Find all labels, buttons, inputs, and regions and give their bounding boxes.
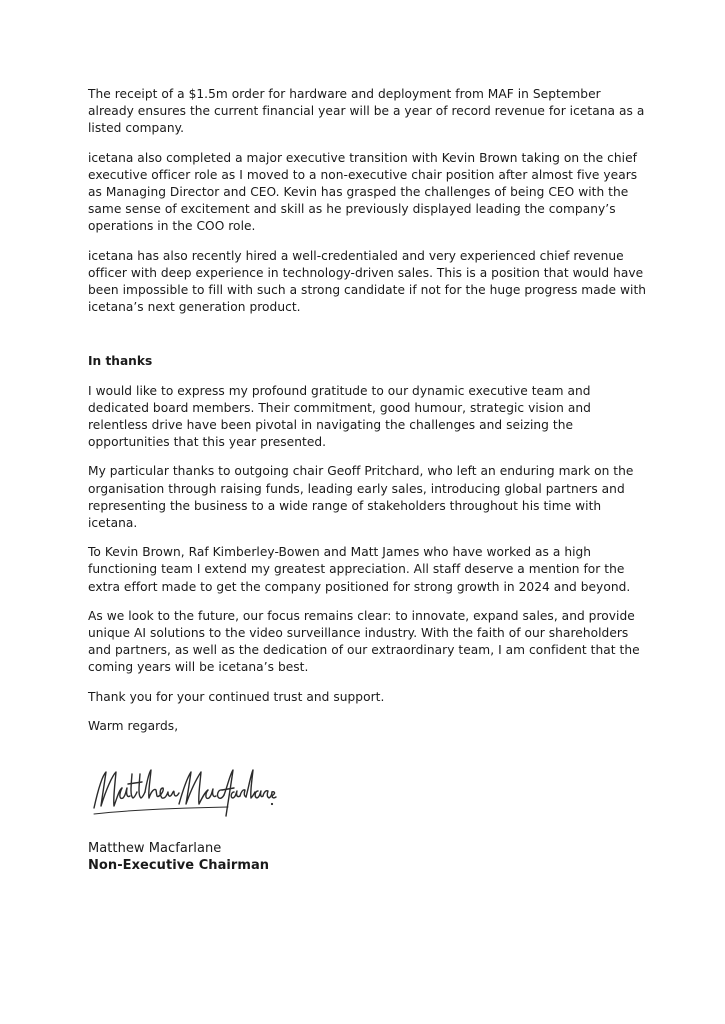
section-spacer — [88, 328, 648, 353]
signatory-title: Non-Executive Chairman — [88, 858, 270, 873]
paragraph-thanks-executives: To Kevin Brown, Raf Kimberley-Bowen and Matt James who have worked as a high functioning team I extend my greatest appreciation. All staff deserve a mention for the extra effort made to get the company positioned for strong growth in 2024 and beyond. — [88, 545, 631, 594]
paragraph-chief-revenue-officer: icetana has also recently hired a well-credentialed and very experienced chief revenue officer with deep experience in technology-driven sales. This is a position that would have been impossible to fill with such a strong candidate if not for the huge progress made with icetana’s next generation product. — [88, 248, 647, 315]
paragraph-executive-transition: icetana also completed a major executive transition with Kevin Brown taking on the chief executive officer role as I moved to a non-executive chair position after almost five years as Managing Director and CEO. Kevin has grasped the challenges of being CEO with the same sense of excitement and skill as he previously displayed leading the company’s operations in the COO role. — [88, 150, 638, 234]
section-heading-in-thanks: In thanks — [88, 354, 153, 369]
paragraph-maf-order: The receipt of a $1.5m order for hardware and deployment from MAF in September already ensures the current financial year will be a year of record revenue for icetana as a listed company. — [88, 87, 645, 136]
paragraph-thank-you: Thank you for your continued trust and support. — [88, 689, 385, 704]
signatory-name: Matthew Macfarlane — [88, 841, 222, 856]
letter-body — [88, 86, 648, 747]
handwritten-signature — [88, 760, 278, 830]
paragraph-gratitude-team: I would like to express my profound gratitude to our dynamic executive team and dedicated board members. Their commitment, good humour, strategic vision and relentless drive have been pivotal in navigating the challenges and seizing the opportunities that this year presented. — [88, 383, 591, 450]
paragraph-thanks-outgoing-chair: My particular thanks to outgoing chair Geoff Pritchard, who left an enduring mark on the organisation through raising funds, leading early sales, introducing global partners and representing the business to a wide range of stakeholders throughout his time with icetana. — [88, 464, 634, 531]
paragraph-future-focus: As we look to the future, our focus remains clear: to innovate, expand sales, and provide unique AI solutions to the video surveillance industry. With the faith of our shareholders and partners, as well as the dedication of our extraordinary team, I am confident that the coming years will be icetana’s best. — [88, 608, 640, 675]
closing-salutation: Warm regards, — [88, 718, 179, 733]
